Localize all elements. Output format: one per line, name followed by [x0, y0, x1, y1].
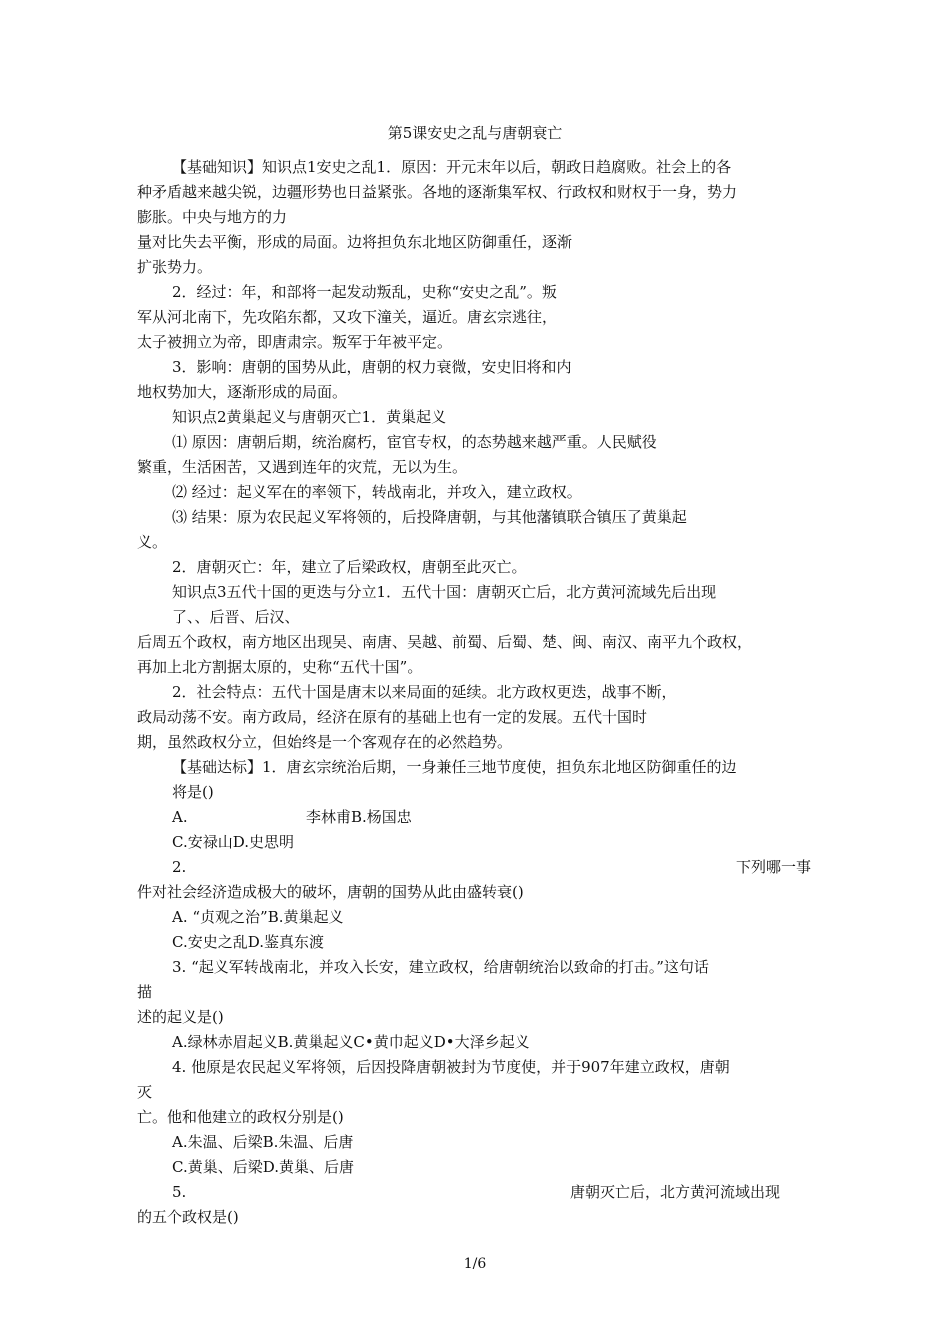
text-line: ⑴ 原因：唐朝后期，统治腐朽，宦官专权，的态势越来越严重。人民赋役	[172, 433, 657, 451]
text-line: 2．经过：年，和部将一起发动叛乱，史称“安史之乱”。叛	[172, 283, 557, 301]
text-line: 后周五个政权，南方地区出现吴、南唐、吴越、前蜀、后蜀、楚、闽、南汉、南平九个政权，	[137, 633, 753, 651]
text-line: 【基础知识】知识点1安史之乱1．原因：开元末年以后，朝政日趋腐败。社会上的各	[172, 158, 732, 176]
text-line: 政局动荡不安。南方政局，经济在原有的基础上也有一定的发展。五代十国时	[137, 708, 648, 726]
text-line: 2．唐朝灭亡：年，建立了后梁政权，唐朝至此灭亡。	[172, 558, 527, 576]
text-line: 膨胀。中央与地方的力	[137, 208, 288, 226]
option-line: A. “贞观之治”B.黄巢起义	[172, 908, 344, 926]
option-line: A.绿林赤眉起义B.黄巢起义C•黄巾起义D•大泽乡起义	[172, 1033, 530, 1051]
text-line: 地权势加大，逐渐形成的局面。	[137, 383, 348, 401]
text-line: 量对比失去平衡，形成的局面。边将担负东北地区防御重任，逐渐	[137, 233, 573, 251]
text-line: 灭	[137, 1083, 153, 1101]
option-line: C.黄巢、后梁D.黄巢、后唐	[172, 1158, 354, 1176]
text-line: ⑶ 结果：原为农民起义军将领的，后投降唐朝，与其他藩镇联合镇压了黄巢起	[172, 508, 687, 526]
option-line: C.安史之乱D.鉴真东渡	[172, 933, 324, 951]
text-line: 亡。他和他建立的政权分别是()	[137, 1108, 344, 1126]
text-line: 知识点3五代十国的更迭与分立1．五代十国：唐朝灭亡后，北方黄河流域先后出现	[172, 583, 717, 601]
text-line: 件对社会经济造成极大的破坏，唐朝的国势从此由盛转衰()	[137, 883, 524, 901]
text-line: 将是()	[172, 783, 214, 801]
page-number: 1/6	[463, 1256, 487, 1272]
text-line: 知识点2黄巢起义与唐朝灭亡1．黄巢起义	[172, 408, 447, 426]
text-line: 的五个政权是()	[137, 1208, 239, 1226]
text-line: 【基础达标】1．唐玄宗统治后期，一身兼任三地节度使，担负东北地区防御重任的边	[172, 758, 737, 776]
text-line: 3．影响：唐朝的国势从此，唐朝的权力衰微，安史旧将和内	[172, 358, 572, 376]
text-line: 5.	[172, 1183, 187, 1201]
text-line: 描	[137, 983, 153, 1001]
text-line: 2．社会特点：五代十国是唐末以来局面的延续。北方政权更迭，战事不断，	[172, 683, 677, 701]
text-line: ⑵ 经过：起义军在的率领下，转战南北，并攻入，建立政权。	[172, 483, 582, 501]
text-line: 了、、后晋、后汉、	[172, 608, 300, 626]
option-line: C.安禄山D.史思明	[172, 833, 294, 851]
text-line: 太子被拥立为帝，即唐肃宗。叛军于年被平定。	[137, 333, 453, 351]
text-line: 再加上北方割据太原的，史称“五代十国”。	[137, 658, 423, 676]
text-line: 军从河北南下，先攻陷东都，又攻下潼关，逼近。唐玄宗逃往，	[137, 308, 558, 326]
text-line: 繁重，生活困苦，又遇到连年的灾荒，无以为生。	[137, 458, 468, 476]
text-line: 唐朝灭亡后，北方黄河流域出现	[570, 1183, 781, 1201]
option-line: 李林甫B.杨国忠	[306, 808, 412, 826]
option-line: A.	[172, 808, 188, 826]
text-line: 4. 他原是农民起义军将领，后因投降唐朝被封为节度使，并于907年建立政权，唐朝	[172, 1058, 730, 1076]
text-line: 下列哪一事	[736, 858, 812, 876]
text-line: 3. “起义军转战南北，并攻入长安，建立政权，给唐朝统治以致命的打击。”这句话	[172, 958, 709, 976]
text-line: 2.	[172, 858, 187, 876]
text-line: 期，虽然政权分立，但始终是一个客观存在的必然趋势。	[137, 733, 513, 751]
option-line: A.朱温、后梁B.朱温、后唐	[172, 1133, 354, 1151]
text-line: 种矛盾越来越尖锐，边疆形势也日益紧张。各地的逐渐集军权、行政权和财权于一身，势力	[137, 183, 738, 201]
text-line: 义。	[137, 533, 168, 551]
text-line: 扩张势力。	[137, 258, 213, 276]
text-line: 述的起义是()	[137, 1008, 224, 1026]
page-title: 第5课安史之乱与唐朝衰亡	[387, 124, 563, 142]
